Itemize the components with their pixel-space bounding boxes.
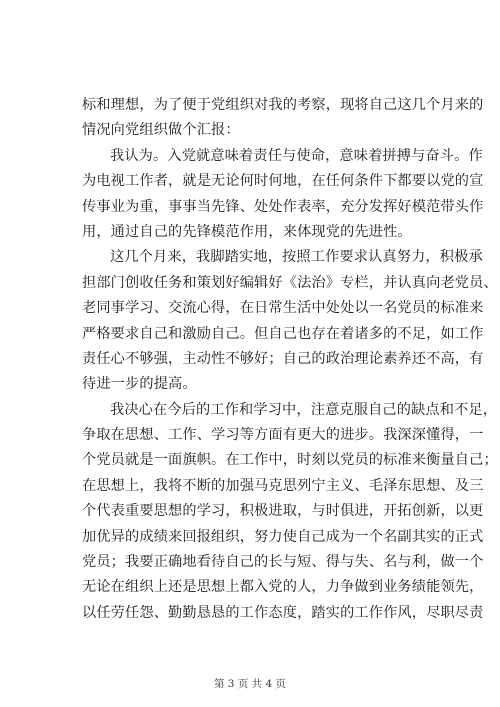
text-line: 为电视工作者，就是无论何时何地，在任何条件下都要以党的宣 [82, 173, 484, 190]
text-line: 严格要求自己和激励自己。但自己也存在着诸多的不足，如工作 [82, 325, 484, 342]
text-line: 传事业为重，事事当先锋、处处作表率，充分发挥好模范带头作 [82, 198, 484, 215]
text-line: 个党员就是一面旗帜。在工作中，时刻以党员的标准来衡量自己； [82, 452, 498, 469]
text-line: 个代表重要思想的学习，积极进取，与时俱进，开拓创新，以更 [82, 503, 484, 520]
text-line: 责任心不够强，主动性不够好；自己的政治理论素养还不高，有 [82, 350, 484, 367]
paragraph-first-line: 这几个月来，我脚踏实地，按照工作要求认真努力，积极承 [110, 249, 483, 266]
text-line: 待进一步的提高。 [82, 376, 197, 393]
text-line: 以任劳任怨、勤勤恳恳的工作态度，踏实的工作作风，尽职尽责 [82, 604, 484, 621]
text-line: 在思想上，我将不断的加强马克思列宁主义、毛泽东思想、及三 [82, 477, 484, 494]
body-text [82, 93, 498, 626]
text-line: 争取在思想、工作、学习等方面有更大的进步。我深深懂得，一 [82, 427, 484, 444]
text-line: 情况向党组织做个汇报： [82, 122, 240, 139]
paragraph-first-line: 我认为。入党就意味着责任与使命，意味着拼搏与奋斗。作 [110, 147, 483, 164]
paragraph-first-line: 我决心在今后的工作和学习中，注意克服自己的缺点和不足， [110, 401, 498, 418]
text-line: 标和理想，为了便于党组织对我的考察，现将自己这几个月来的 [82, 97, 484, 113]
text-line: 担部门创收任务和策划好编辑好《法治》专栏，并认真向老党员、 [82, 274, 498, 291]
text-line: 加优异的成绩来回报组织，努力使自己成为一个名副其实的正式 [82, 528, 484, 545]
page-number-footer: 第 3 页 共 4 页 [213, 678, 287, 690]
text-line: 老同事学习、交流心得，在日常生活中处处以一名党员的标准来 [82, 300, 484, 317]
text-line: 用，通过自己的先锋模范作用，来体现党的先进性。 [82, 223, 412, 240]
text-line: 无论在组织上还是思想上都入党的人，力争做到业务绩能领先， [82, 579, 484, 596]
text-line: 党员；我要正确地看待自己的长与短、得与失、名与利，做一个 [82, 554, 484, 571]
